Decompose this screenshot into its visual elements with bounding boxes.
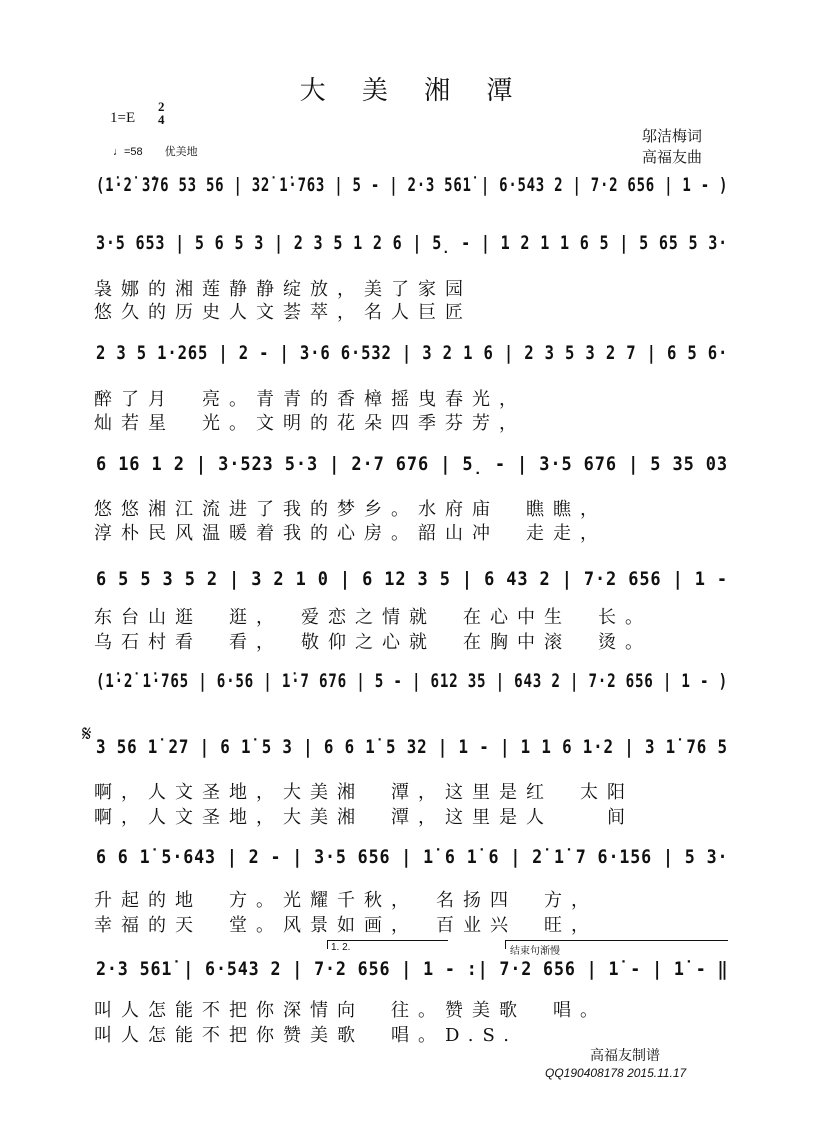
lyric-verse-2: 啊，人文圣地，大美湘 潭，这里是人 间	[94, 807, 634, 828]
lyric-verse-1: 叫人怎能不把你深情向 往。赞美歌 唱。	[94, 1000, 607, 1021]
tempo-marking: ♩=58 优美地	[113, 146, 198, 158]
key-signature: 1=E	[110, 110, 136, 126]
lyric-verse-2: 淳朴民风温暖着我的心房。韶山冲 走走，	[94, 523, 607, 544]
notation: (1̇·2̇ 1̇·765 | 6·56 | 1̇·7 676 | 5 - | 612 35 | 643 2 | 7·2 656 | 1 - )	[96, 670, 728, 692]
staff-line-3	[92, 336, 732, 374]
time-signature	[158, 100, 165, 126]
staff-line-6	[92, 664, 732, 702]
lyric-verse-2: 幸福的天 堂。风景如画， 百业兴 旺，	[94, 915, 598, 936]
notation: 2·3 561̇ | 6·543 2 | 7·2 656 | 1 - :| 7·2 656 | 1̇ - | 1̇ - ‖	[96, 958, 729, 980]
notation: (1̇·2̇ 3̇76 53 56 | 32̇ 1̇·763 | 5 - | 2·3 561̇ | 6·543 2 | 7·2 656 | 1 - )	[96, 174, 729, 196]
lyric-verse-1: 袅娜的湘莲静静绽放，美了家园	[94, 279, 472, 300]
composer-credit: 高福友曲	[642, 148, 703, 166]
staff-line-7	[92, 730, 732, 768]
notation: 2 3 5 1·265 | 2 - | 3·6 6·532 | 3 2 1 6 | 2 3 5 3 2 7 | 6 5 6·	[96, 342, 729, 364]
lyric-verse-1: 悠悠湘江流进了我的梦乡。水府庙 瞧瞧，	[94, 499, 607, 520]
notation: 3·5 653 | 5 6 5 3 | 2 3 5 1 2 6 | 5̣ - | 1 2 1 1 6 5 | 5 65 5 3·	[96, 232, 729, 254]
arranger-credit: 高福友制谱	[590, 1048, 660, 1064]
ending-label: 结束句渐慢	[510, 946, 560, 957]
time-signature-top: 2	[158, 99, 165, 114]
notation: 6 6 1̇ 5·643 | 2 - | 3·5 656 | 1̇ 6 1̇ 6 | 2̇ 1̇ 7 6·156 | 5 3·	[96, 846, 729, 868]
staff-line-5	[92, 562, 732, 600]
notation: 6 5 5 3 5 2 | 3 2 1 0 | 6 12 3 5 | 6 43 2 | 7·2 656 | 1 -	[96, 568, 729, 590]
lyric-verse-1: 啊，人文圣地，大美湘 潭，这里是红 太阳	[94, 782, 634, 803]
lyric-verse-2: 悠久的历史人文荟萃，名人巨匠	[94, 302, 472, 323]
staff-line-1	[92, 168, 732, 206]
notation: 3 56 1̇ 27 | 6 1̇ 5 3 | 6 6 1̇ 5 32 | 1 - | 1 1 6 1·2 | 3 1̇ 76 5	[96, 736, 728, 758]
staff-line-8	[92, 840, 732, 878]
lyricist-credit: 邬洁梅词	[642, 127, 703, 145]
lyric-verse-2: 乌石村看 看， 敬仰之心就 在胸中滚 烫。	[94, 632, 652, 653]
lyric-verse-1: 升起的地 方。光耀千秋， 名扬四 方，	[94, 890, 598, 911]
time-signature-bottom: 4	[158, 112, 165, 127]
volta-label: 1. 2.	[331, 942, 351, 953]
lyric-verse-2: 灿若星 光。文明的花朵四季芬芳，	[94, 413, 526, 434]
lyric-verse-1: 东台山逛 逛， 爱恋之情就 在心中生 长。	[94, 607, 652, 628]
contact-date: QQ190408178 2015.11.17	[545, 1066, 687, 1080]
lyric-verse-2: 叫人怎能不把你赞美歌 唱。D.S.	[94, 1025, 518, 1046]
lyric-verse-1: 醉了月 亮。青青的香樟摇曳春光，	[94, 389, 526, 410]
staff-line-9	[92, 952, 732, 990]
notation: 6 16 1 2 | 3·523 5·3 | 2·7 676 | 5̣ - | 3·5 676 | 5 35 03	[96, 453, 729, 475]
staff-line-2	[92, 226, 732, 264]
segno-sign: 𝄋	[82, 722, 92, 747]
song-title: 大 美 湘 潭	[299, 76, 527, 106]
staff-line-4	[92, 447, 732, 485]
